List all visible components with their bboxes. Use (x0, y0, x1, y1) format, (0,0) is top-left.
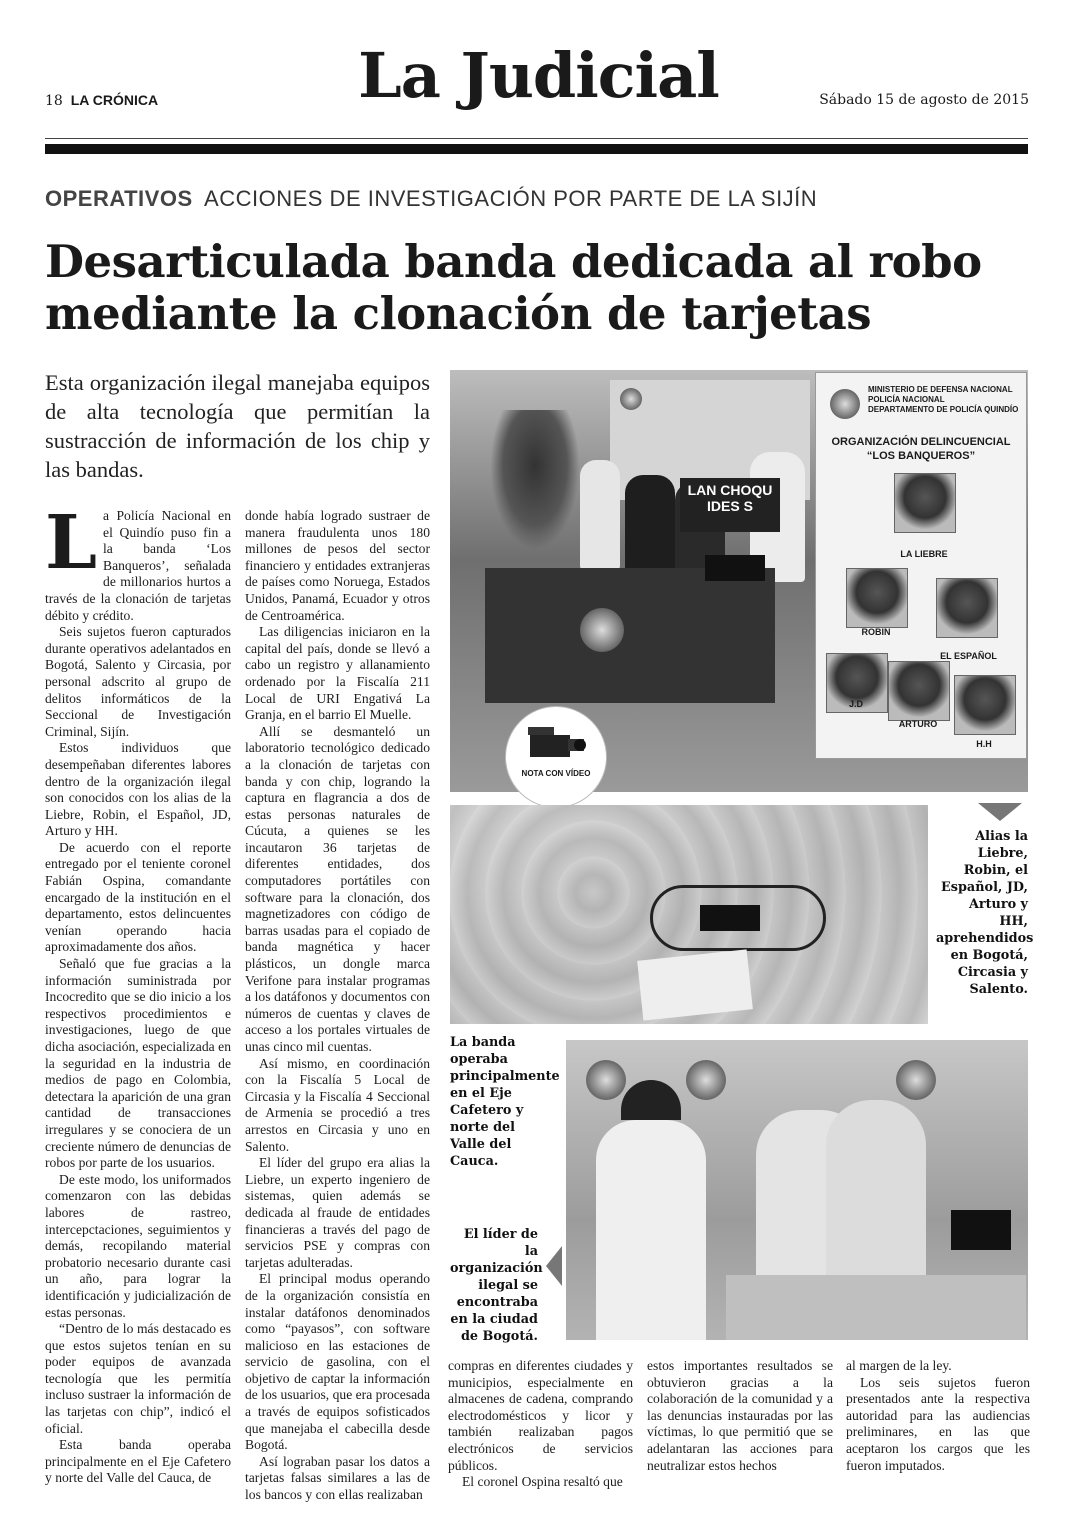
photo-detainees (566, 1040, 1028, 1340)
evidence-table (485, 568, 775, 703)
headline (45, 236, 1045, 340)
backdrop-seal (686, 1060, 726, 1100)
board-title: ORGANIZACIÓN DELINCUENCIAL “LOS BANQUEROS” (831, 436, 1011, 462)
officer-left (580, 460, 620, 570)
kicker (45, 186, 817, 212)
paragraph: Esta banda operaba principalmente en el Eje Cafetero y norte del Valle del Cauca, de (45, 1437, 231, 1486)
paragraph: El principal modus operando de la organización consistía en instalar datáfonos denominados como “payasos”, con software malicioso en las estaciones de servicio de gasolina, con el objetivo de captar la información de los usuarios, que era procesada a través de equipos sofisticados que manejaba el cabecilla desde Bogotá. (245, 1271, 430, 1453)
paragraph: Allí se desmanteló un laboratorio tecnológico dedicado a la clonación de tarjetas con banda y con chip, logrando la captura en flagrancia a dos de estas personas naturales de Cúcuta, a quienes se les incautaron 36 tarjetas de diferentes entidades, dos computadores portátiles con software para la clonación, dos magnetizadores con código de barras usadas para el copiado de banda magnética y hacer plásticos, un dongle marca Verifone para instalar programas a los datáfonos y documentos con números de cuentas y claves de acceso a los portales virtuales de unas cinco mil cuentas. (245, 723, 430, 1054)
dropcap: L (45, 500, 98, 586)
officer-figure (596, 1120, 706, 1340)
officer-cap (621, 1080, 681, 1120)
paragraph: El líder del grupo era alias la Liebre, un experto ingeniero de sistemas, quien además se dedicada al fraude de entidades financieras a través del pago de servicios PSE y compras con tarjetas adulteradas. (245, 1155, 430, 1270)
paragraph: “Dentro de lo más destacado es que estos sujetos tenían en su poder equipos de avanzada tecnología que les permitía incluso sustraer la información de las tarjetas con chip”, indicó el oficial. (45, 1321, 231, 1436)
documents (637, 949, 753, 1020)
laptop (951, 1210, 1011, 1250)
suspect-label-la-liebre: LA LIEBRE (900, 549, 948, 559)
article-column-4 (647, 1358, 833, 1474)
caption-arrow-down (978, 803, 1022, 821)
video-badge-label: NOTA CON VÍDEO (521, 769, 591, 778)
caption-arrow-left (546, 1246, 562, 1286)
detainee-1 (625, 475, 675, 575)
paragraph: De este modo, los uniformados comenzaron con las debidas labores de rastreo, intercepctaciones, seguimientos y demás, recopilando material probatorio necesario durante casi un año, para lograr la identificación y judicialización de estas personas. (45, 1171, 231, 1320)
board-header: MINISTERIO DE DEFENSA NACIONAL POLICÍA NACIONAL DEPARTAMENTO DE POLICÍA QUINDÍO (868, 385, 1019, 414)
laptop (705, 555, 765, 581)
board-seal (830, 389, 860, 419)
suspect-label-robin: ROBIN (861, 627, 891, 637)
paper-name: LA CRÓNICA (70, 92, 159, 108)
palm-tree (490, 410, 580, 550)
video-badge[interactable] (505, 706, 607, 808)
video-camera-icon (524, 723, 588, 763)
paragraph: Señaló que fue gracias a la información suministrada por Incocredito que se dio inicio a los respectivos procedimientos e investigaciones, luego de que dicha asociación, especializada en la seguridad en la industria de medios de pago en Colombia, detectara la aparición de una gran cantidad de transacciones irregulares y se conociera de un creciente número de denuncias de robos por parte de los usuarios. (45, 956, 231, 1171)
article-column-1 (45, 500, 231, 1487)
paragraph: El coronel Ospina resaltó que (462, 1474, 623, 1490)
suspect-label-arturo: ARTURO (898, 719, 938, 729)
evidence-table (726, 1275, 1026, 1340)
deck: Esta organización ilegal manejaba equipos de alta tecnología que permitían la sustracción de información de los chip y las bandas. (45, 370, 430, 482)
caption-suspects: Alias la Liebre, Robin, el Español, JD, Arturo y HH, aprehendidos en Bogotá, Circasia y Salento. (936, 829, 1034, 997)
page-number: 18 (45, 93, 63, 109)
section-title: La Judicial (358, 39, 719, 112)
masthead-divider (45, 144, 1028, 154)
paragraph: Las diligencias iniciaron en la capital del país, donde se llevó a cabo un registro y allanamiento ordenado por la Fiscalía 211 Local de URI Engativá La Granja, en el barrio El Muelle. (245, 624, 430, 723)
suspect-photo-hh (954, 675, 1016, 735)
paragraph: compras en diferentes ciudades y municipios, especialmente en almacenes de cadena, comprando electrodomésticos y licor y también realizaban pagos electrónicos de servicios públicos. (448, 1358, 633, 1473)
backdrop-seal (896, 1060, 936, 1100)
suspect-label-jd: J.D (848, 699, 863, 709)
suspect-photo-arturo (888, 661, 950, 721)
article-column-5 (846, 1358, 1030, 1474)
kicker-text: ACCIONES DE INVESTIGACIÓN POR PARTE DE LA SIJÍN (204, 186, 818, 211)
issue-date: Sábado 15 de agosto de 2015 (819, 92, 1029, 108)
suspect-label-hh: H.H (976, 739, 992, 749)
paragraph: Los seis sujetos fueron presentados ante la respectiva autoridad para las audiencias preliminares, en las que aceptaron los cargos que les fueron imputados. (846, 1374, 1030, 1473)
kicker-label: OPERATIVOS (45, 186, 193, 211)
article-column-2 (245, 508, 430, 1504)
suspect-photo-el-espanol (936, 578, 998, 638)
paragraph: donde había logrado sustraer de manera fraudulenta unos 180 millones de pesos del sector financiero y entidades extranjeras de países como Noruega, Estados Unidos, Panamá, Ecuador y otros de Centroamérica. (245, 508, 430, 623)
suspect-photo-robin (846, 568, 908, 628)
paragraph: a Policía Nacional en el Quindío puso fin a la banda ‘Los Banqueros’, señalada de millonarios hurtos a través de la clonación de tarjetas débito y crédito. (45, 508, 231, 623)
paragraph: Estos individuos que desempeñaban diferentes labores dentro de la organización ilegal son conocidos con los alias de la Liebre, Robin, el Español, JD, Arturo y HH. (45, 740, 231, 839)
masthead-divider-thin (45, 138, 1028, 139)
paragraph: al margen de la ley. (846, 1358, 952, 1373)
article-column-3 (448, 1358, 633, 1491)
caption-operation-area: La banda operaba principalmente en el Eje Cafetero y norte del Valle del Cauca. (450, 1035, 560, 1169)
police-seal (620, 388, 642, 410)
paragraph: estos importantes resultados se obtuvieron gracias a la colaboración de la comunidad y a las denuncias instauradas por las víctimas, lo que permitió que se adelantaran las acciones para neutralizar estos hechos (647, 1358, 833, 1473)
photo-seized-equipment (450, 805, 928, 1024)
suspect-label-el-espanol: EL ESPAÑOL (940, 651, 997, 661)
power-adapter (700, 905, 760, 931)
event-banner: LAN CHOQU IDES S (680, 478, 780, 532)
paragraph: De acuerdo con el reporte entregado por el teniente coronel Fabián Ospina, comandante encargado de la institución en el departamento, estos delincuentes venían operando hacia aproximadamente dos años. (45, 839, 231, 955)
headline-line-1: Desarticulada banda dedicada al robo (45, 235, 982, 288)
paragraph: Seis sujetos fueron capturados durante operativos adelantados en Bogotá, Salento y Circasia, por personal adscrito al grupo de delitos informáticos de la Seccional de Investigación Criminal, Sijín. (45, 624, 231, 739)
paragraph: Así mismo, en coordinación con la Fiscalía 5 Local de Circasia y la Fiscalía 4 Seccional de Armenia se procedió a tres arrestos en Circasia y uno en Salento. (245, 1055, 430, 1154)
headline-line-2: mediante la clonación de tarjetas (45, 287, 872, 340)
caption-leader: El líder de la organización ilegal se encontraba en la ciudad de Bogotá. (450, 1227, 543, 1344)
suspect-photo-la-liebre (894, 473, 956, 533)
backdrop-seal (586, 1060, 626, 1100)
table-seal (580, 608, 624, 652)
paragraph: Así lograban pasar los datos a tarjetas falsas similares a las de los bancos y con ellas realizaban (245, 1453, 430, 1503)
suspects-board (815, 372, 1027, 759)
